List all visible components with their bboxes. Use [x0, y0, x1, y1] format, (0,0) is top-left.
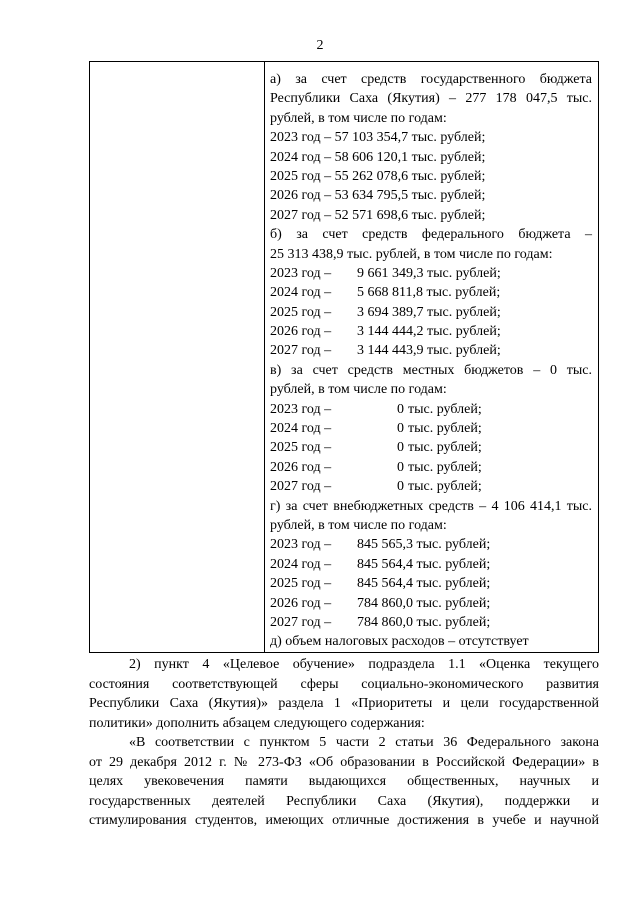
year-row: [270, 264, 592, 283]
year-label: 2023 год –: [270, 537, 332, 553]
cell-line: 2024 год – 58 606 120,1 тыс. рублей;: [270, 149, 486, 165]
year-row: [270, 477, 592, 496]
year-label: 2024 год –: [270, 285, 332, 301]
year-row: [270, 400, 592, 419]
year-unit: тыс. рублей;: [408, 440, 482, 456]
year-label: 2027 год –: [270, 614, 332, 630]
year-row: [270, 419, 592, 438]
paragraph-line: от 29 декабря 2012 г. № 273-ФЗ «Об образовании в Российской Федерации» в: [89, 754, 599, 770]
year-label: 2027 год –: [270, 479, 332, 495]
year-label: 2025 год –: [270, 576, 332, 592]
year-amount: 3 144 443,9 тыс. рублей;: [357, 343, 501, 359]
cell-line: Республики Саха (Якутия) – 277 178 047,5 тыс.: [270, 91, 592, 107]
paragraph-line: целях увековечения памяти выдающихся общественных, научных и: [89, 774, 599, 789]
year-amount: 845 564,4 тыс. рублей;: [357, 576, 491, 592]
year-row: [270, 574, 592, 593]
year-unit: тыс. рублей;: [408, 479, 482, 495]
cell-line: 2027 год – 52 571 698,6 тыс. рублей;: [270, 207, 486, 223]
year-amount: 3 694 389,7 тыс. рублей;: [357, 304, 501, 320]
year-row: [270, 594, 592, 613]
paragraph-line: 2) пункт 4 «Целевое обучение» подраздела 1.1 «Оценка текущего: [129, 657, 599, 672]
year-row: [270, 283, 592, 302]
year-amount: 0: [397, 440, 404, 456]
cell-line: 2025 год – 55 262 078,6 тыс. рублей;: [270, 168, 486, 184]
year-amount: 0: [397, 479, 404, 495]
cell-line: 2026 год – 53 634 795,5 тыс. рублей;: [270, 188, 486, 204]
year-amount: 5 668 811,8 тыс. рублей;: [357, 285, 501, 301]
year-label: 2026 год –: [270, 595, 332, 611]
year-label: 2026 год –: [270, 459, 332, 475]
year-label: 2024 год –: [270, 421, 332, 437]
cell-line: г) за счет внебюджетных средств – 4 106 414,1 тыс.: [270, 498, 592, 514]
year-amount: 0: [397, 421, 404, 437]
paragraph-line: политики» дополнить абзацем следующего содержания:: [89, 715, 425, 731]
year-row: [270, 341, 592, 360]
year-row: [270, 555, 592, 574]
paragraph-line: стимулирования студентов, имеющих отличные достижения в учебе и научной: [89, 813, 599, 828]
year-row: [270, 613, 592, 632]
cell-line: в) за счет средств местных бюджетов – 0 тыс.: [270, 362, 592, 378]
funding-table: [89, 61, 599, 653]
year-label: 2025 год –: [270, 440, 332, 456]
cell-line: а) за счет средств государственного бюджета: [270, 72, 592, 87]
body-text: [89, 655, 599, 831]
year-amount: 784 860,0 тыс. рублей;: [357, 595, 491, 611]
paragraph-line: государственных деятелей Республики Саха (Якутия), поддержки и: [89, 793, 599, 809]
year-amount: 784 860,0 тыс. рублей;: [357, 614, 491, 630]
cell-line: 2023 год – 57 103 354,7 тыс. рублей;: [270, 130, 486, 146]
year-label: 2026 год –: [270, 324, 332, 340]
cell-line: рублей, в том числе по годам:: [270, 382, 447, 398]
year-amount: 0: [397, 401, 404, 417]
year-label: 2024 год –: [270, 556, 332, 572]
year-amount: 845 564,4 тыс. рублей;: [357, 556, 491, 572]
year-unit: тыс. рублей;: [408, 459, 482, 475]
paragraph-line: «В соответствии с пунктом 5 части 2 статьи 36 Федерального закона: [129, 735, 599, 750]
year-amount: 9 661 349,3 тыс. рублей;: [357, 265, 501, 281]
page-number: 2: [316, 38, 324, 53]
year-label: 2027 год –: [270, 343, 332, 359]
year-amount: 3 144 444,2 тыс. рублей;: [357, 324, 501, 340]
year-row: [270, 438, 592, 457]
year-unit: тыс. рублей;: [408, 401, 482, 417]
year-row: [270, 322, 592, 341]
year-row: [270, 303, 592, 322]
tax-expenses-line: д) объем налоговых расходов – отсутствует: [270, 634, 529, 650]
year-label: 2023 год –: [270, 401, 332, 417]
year-row: [270, 458, 592, 477]
paragraph-line: состояния соответствующей сферы социально-экономического развития: [89, 676, 599, 692]
paragraph-line: Республики Саха (Якутия)» раздела 1 «Приоритеты и цели государственной: [89, 696, 599, 711]
year-label: 2025 год –: [270, 304, 332, 320]
cell-line: 25 313 438,9 тыс. рублей, в том числе по годам:: [270, 246, 553, 262]
cell-line: б) за счет средств федерального бюджета –: [270, 227, 592, 243]
year-amount: 845 565,3 тыс. рублей;: [357, 537, 491, 553]
funding-cell: [270, 70, 592, 652]
cell-line: рублей, в том числе по годам:: [270, 517, 447, 533]
year-amount: 0: [397, 459, 404, 475]
year-unit: тыс. рублей;: [408, 421, 482, 437]
cell-line: рублей, в том числе по годам:: [270, 110, 447, 126]
column-divider: [264, 62, 265, 652]
year-label: 2023 год –: [270, 265, 332, 281]
year-row: [270, 535, 592, 554]
